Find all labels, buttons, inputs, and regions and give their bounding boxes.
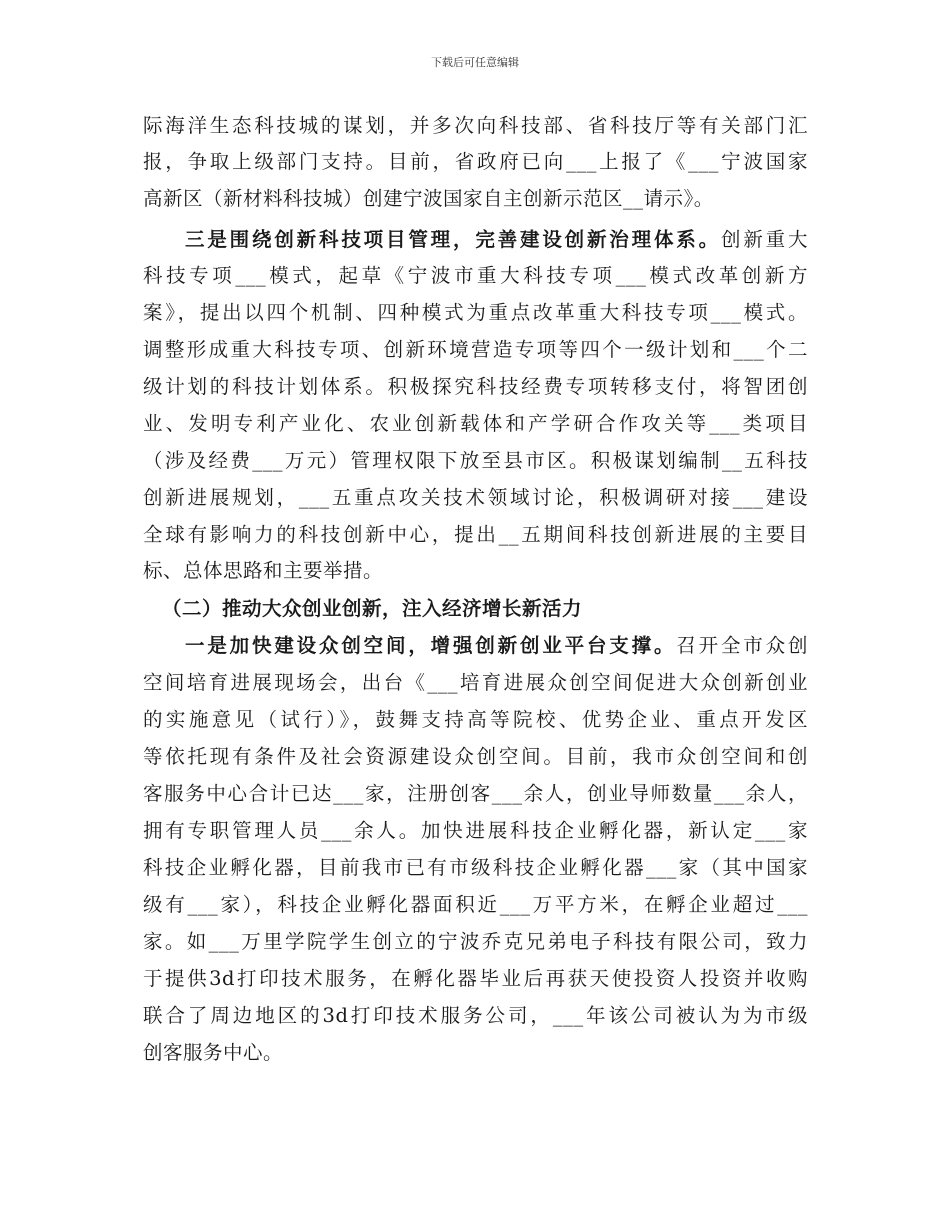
body-line: 家。如___万里学院学生创立的宁波乔克兄弟电子科技有限公司，致力: [143, 930, 808, 953]
body-line: 联合了周边地区的3d打印技术服务公司，___年该公司被认为为市级: [143, 1004, 808, 1027]
body-line: 际海洋生态科技城的谋划，并多次向科技部、省科技厅等有关部门汇: [143, 114, 808, 137]
body-line: 的实施意见（试行）》，鼓舞支持高等院校、优势企业、重点开发区: [143, 708, 808, 731]
body-line: 业、发明专利产业化、农业创新载体和产学研合作攻关等___类项目: [143, 412, 808, 435]
body-line: 案》，提出以四个机制、四种模式为重点改革重大科技专项___模式。: [143, 301, 808, 324]
body-line: 客服务中心合计已达___家，注册创客___余人，创业导师数量___余人，: [143, 782, 808, 805]
body-line: 空间培育进展现场会，出台《___培育进展众创空间促进大众创新创业: [143, 671, 808, 694]
body-line: 报，争取上级部门支持。目前，省政府已向___上报了《___宁波国家: [143, 150, 808, 173]
body-line: 创客服务中心。: [143, 1041, 284, 1064]
body-line: 标、总体思路和主要举措。: [143, 559, 384, 582]
body-line: 级有___家），科技企业孵化器面积近___万平方米，在孵企业超过___: [143, 893, 808, 916]
body-line: （涉及经费___万元）管理权限下放至县市区。积极谋划编制__五科技: [143, 449, 808, 472]
section-lead-bold: 一是加快建设众创空间，增强创新创业平台支撑。: [185, 634, 677, 657]
body-line: 于提供3d打印技术服务，在孵化器毕业后再获天使投资人投资并收购: [143, 967, 808, 990]
section-lead-bold: 三是围绕创新科技项目管理，完善建设创新治理体系。: [185, 228, 721, 251]
body-line: 拥有专职管理人员___余人。加快进展科技企业孵化器，新认定___家: [143, 819, 808, 842]
section-heading: （二）推动大众创业创新，注入经济增长新活力: [162, 597, 583, 620]
body-line: 高新区（新材料科技城）创建宁波国家自主创新示范区__请示》。: [143, 187, 714, 210]
body-line: 全球有影响力的科技创新中心，提出__五期间科技创新进展的主要目: [143, 523, 808, 546]
body-line: 级计划的科技计划体系。积极探究科技经费专项转移支付，将智团创: [143, 375, 808, 398]
section-lead-line: 一是加快建设众创空间，增强创新创业平台支撑。召开全市众创: [185, 634, 808, 657]
body-line: 创新进展规划，___五重点攻关技术领域讨论，积极调研对接___建设: [143, 486, 808, 509]
body-line: 科技企业孵化器，目前我市已有市级科技企业孵化器___家（其中国家: [143, 856, 808, 879]
body-line: 科技专项___模式，起草《宁波市重大科技专项___模式改革创新方: [143, 264, 808, 287]
section-lead-line: 三是围绕创新科技项目管理，完善建设创新治理体系。创新重大: [185, 228, 808, 251]
body-line: 等依托现有条件及社会资源建设众创空间。目前，我市众创空间和创: [143, 745, 808, 768]
body-line: 调整形成重大科技专项、创新环境营造专项等四个一级计划和___个二: [143, 338, 808, 361]
page-header: 下载后可任意编辑: [431, 56, 519, 69]
